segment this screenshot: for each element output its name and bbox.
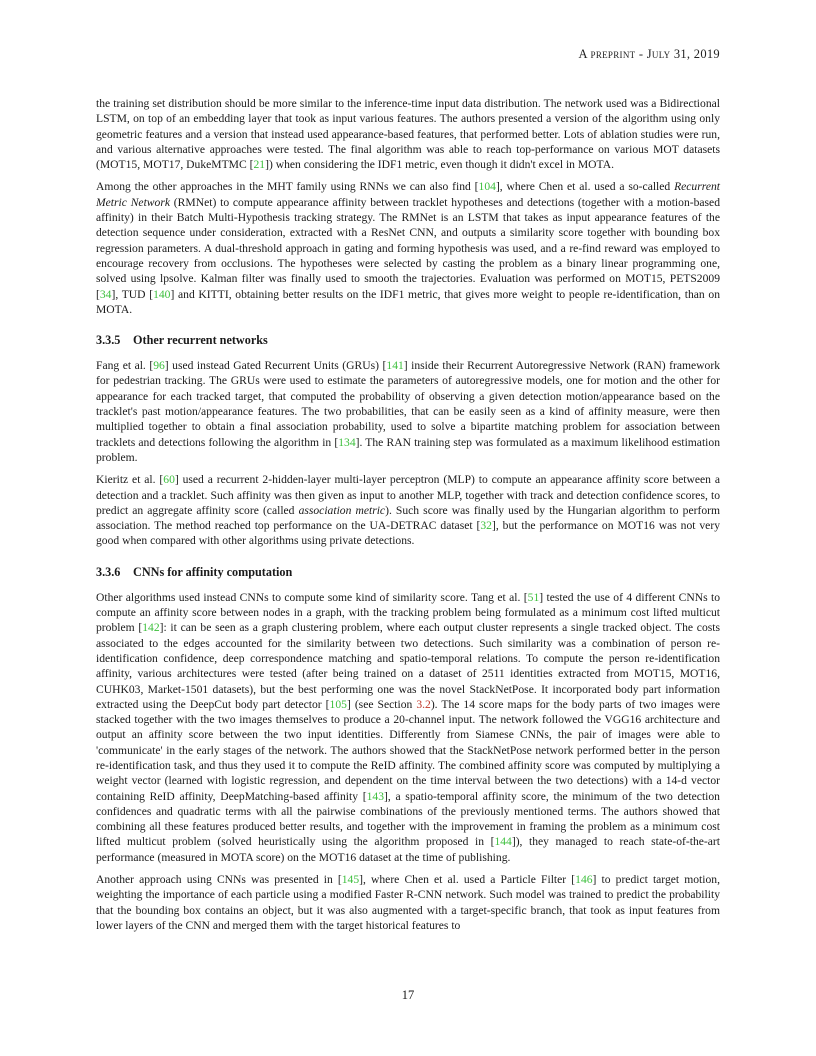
citation-link[interactable]: 144 xyxy=(494,835,512,849)
text-run: ]) when considering the IDF1 metric, even though it didn't excel in MOTA. xyxy=(265,158,614,172)
text-run: ] and KITTI, obtaining better results on the IDF1 metric, that gives more weight to people re-identification, than on MOTA. xyxy=(96,287,720,316)
text-run: ], but the performance on MOT16 was not very good when compared with other algorithms using private detections. xyxy=(96,519,720,548)
citation-link[interactable]: 146 xyxy=(575,873,593,887)
text-run: Fang et al. [ xyxy=(96,359,154,373)
citation-link[interactable]: 96 xyxy=(153,359,165,373)
text-run: ]: it can be seen as a graph clustering problem, where each output cluster represents a single tracked object. The costs associated to the edges accounted for the similarity between two detections. Such similarity was a combination of person re-identification confidence, deep correspondence matching and spatio-temporal relations. To compute the person re-identification affinity, various architectures were tested (after being trained on a dataset of 2511 identities extracted from MOT15, MOT16, CUHK03, Market-1501 datasets), but the best performing one was the novel StackNetPose. It incorporated body part information extracted using the DeepCut body part detector [ xyxy=(96,621,720,711)
citation-link[interactable]: 141 xyxy=(386,359,404,373)
emphasis-text: Recurrent Metric Network xyxy=(96,180,720,209)
text-run: the training set distribution should be more similar to the inference-time input data distribution. The network used was a Bidirectional LSTM, on top of an embedding layer that took as input various features. The authors presented a version of the algorithm using only geometric features and a version that instead used appearance-based features, that performed better. Lots of ablation studies were run, and various alternative approaches were tested. The final algorithm was able to reach top-performance on various MOT datasets (MOT15, MOT17, DukeMTMC [ xyxy=(96,97,720,172)
paragraph xyxy=(96,472,720,548)
text-run: ] tested the use of 4 different CNNs to compute an affinity score between nodes in a graph, with the tracking problem being formulated as a minimum cost lifted multicut problem [ xyxy=(96,590,721,635)
citation-link[interactable]: 134 xyxy=(338,435,356,449)
citation-link[interactable]: 105 xyxy=(329,697,347,711)
citation-link[interactable]: 140 xyxy=(153,287,171,301)
citation-link[interactable]: 60 xyxy=(163,473,175,487)
text-run: ] inside their Recurrent Autoregressive Network (RAN) framework for pedestrian tracking. The GRUs were used to estimate the parameters of autoregressive models, one for motion and the other for appearance for each tracked target, that computed the probability of observing a given detection motion/appearance based on the tracklet's past motion/appearance features. The two probabilities, that can be easily seen as a kind of affinity measure, were then multiplied together to obtain a final association probability, used to solve a bipartite matching problem for association between tracklets and detections following the algorithm in [ xyxy=(96,359,721,449)
citation-link[interactable]: 51 xyxy=(527,590,540,604)
text-run: ] used instead Gated Recurrent Units (GRUs) [ xyxy=(164,359,387,373)
paragraph xyxy=(96,179,720,317)
section-ref-link[interactable]: 3.2 xyxy=(416,697,431,711)
paragraph xyxy=(96,96,720,172)
citation-link[interactable]: 104 xyxy=(478,180,496,194)
citation-link[interactable]: 142 xyxy=(142,621,160,635)
section-heading-3-3-5 xyxy=(96,333,720,348)
citation-link[interactable]: 143 xyxy=(366,789,384,803)
section-heading-3-3-6 xyxy=(96,565,720,580)
citation-link[interactable]: 21 xyxy=(253,158,266,172)
text-run: ], TUD [ xyxy=(111,287,154,301)
text-run: Other algorithms used instead CNNs to compute some kind of similarity score. Tang et al. [ xyxy=(96,590,528,604)
citation-link[interactable]: 34 xyxy=(99,287,112,301)
section-title: Other recurrent networks xyxy=(133,333,268,348)
paragraph xyxy=(96,358,720,465)
text-run: ], where Chen et al. used a so-called xyxy=(495,180,675,194)
text-run: ] to predict target motion, weighting the importance of each particle using a modified Faster R-CNN network. Such model was trained to predict the probability that the bounding box contains an object, but it was also augmented with a target-specific branch, that took as input features from lower layers of the CNN and merged them with the target historical features to xyxy=(96,873,720,932)
text-run: Another approach using CNNs was presented in [ xyxy=(96,873,342,887)
text-run: ] used a recurrent 2-hidden-layer multi-layer perceptron (MLP) to compute an appearance affinity score between a detection and a tracklet. Such affinity was then given as input to another MLP, together with track and detection confidence scores, to predict an aggregate affinity score (called xyxy=(96,473,720,517)
emphasis-text: association metric xyxy=(298,503,386,517)
header-date: July 31, 2019 xyxy=(646,47,720,61)
citation-link[interactable]: 32 xyxy=(480,519,492,533)
body-text xyxy=(96,96,720,940)
page-number: 17 xyxy=(401,988,415,1002)
text-run: Kieritz et al. [ xyxy=(96,473,164,487)
section-number: 3.3.6 xyxy=(96,564,121,579)
section-title: CNNs for affinity computation xyxy=(133,564,293,579)
text-run: ], a spatio-temporal affinity score, the minimum of the two detection confidences and quadratic terms with all the pairwise combinations of the previously mentioned terms. The authors showed that combining all these features produced better results, and together with the improvement in framing the problem as a minimum cost lifted multicut problem (solved heuristically using the algorithm proposed in [ xyxy=(96,789,720,849)
paragraph xyxy=(96,872,720,933)
paragraph xyxy=(96,590,720,865)
running-header xyxy=(578,47,720,62)
text-run: ]. The RAN training step was formulated as a maximum likelihood estimation problem. xyxy=(96,435,720,464)
text-run: (RMNet) to compute appearance affinity between tracklet hypotheses and detections (together with a motion-based affinity) in their Batch Multi-Hypothesis tracking strategy. The RMNet is an LSTM that takes as input appearance features of the detection sequence under consideration, extracted with a ResNet CNN, and outputs a similarity score together with bounding box regression parameters. A dual-threshold approach in gating and forming hypothesis was used, and a re-find reward was employed to encourage recovery from occlusions. The hypotheses were selected by casting the problem as a binary linear programming one, solved using lpsolve. Kalman filter was finally used to smooth the trajectories. Evaluation was performed on MOT15, PETS2009 [ xyxy=(96,195,720,301)
text-run: ] (see Section xyxy=(346,697,417,711)
text-run: Among the other approaches in the MHT family using RNNs we can also find [ xyxy=(96,180,479,194)
citation-link[interactable]: 145 xyxy=(341,873,360,887)
text-run: ). Such score was finally used by the Hungarian algorithm to perform association. The method reached top performance on the UA-DETRAC dataset [ xyxy=(96,503,720,533)
text-run: ], where Chen et al. used a Particle Filter [ xyxy=(359,873,576,887)
header-prefix: A preprint - xyxy=(578,47,647,61)
section-number: 3.3.5 xyxy=(96,333,121,348)
text-run: ]), they managed to reach state-of-the-art performance (measured in MOTA score) on the MOT16 dataset at the time of publishing. xyxy=(96,835,720,864)
text-run: ). The 14 score maps for the body parts of two images were stacked together with the two images themselves to produce a 20-channel input. The network followed the VGG16 architecture and output an affinity score between the two input identities. Differently from Siamese CNNs, the pair of images were able to 'communicate' in the early stages of the network. The authors showed that the StackNetPose network performed better in the person re-identification task, and thus they used it to compute the ReID affinity. The combined affinity score was computed by multiplying a weight vector (learned with logistic regression, and dependent on the time interval between the two detections) with a 14-d vector containing ReID affinity, DeepMatching-based affinity [ xyxy=(96,697,720,803)
